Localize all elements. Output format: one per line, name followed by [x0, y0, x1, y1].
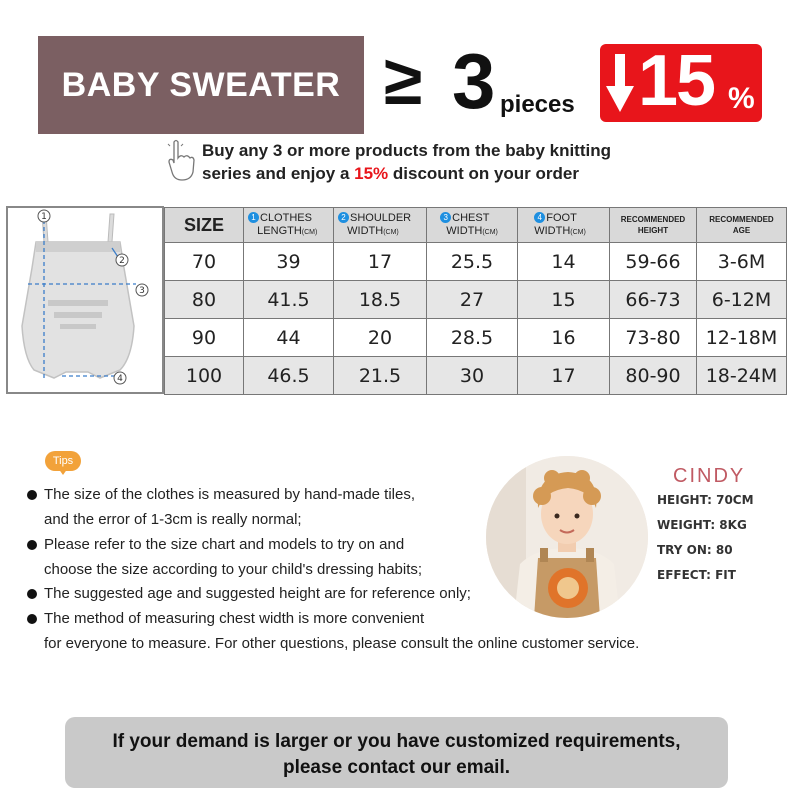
- col-header-chest-width: [427, 208, 518, 243]
- romper-sketch-icon: [8, 208, 162, 392]
- col-header-size: SIZE: [165, 208, 244, 243]
- header-text: CLOTHES: [260, 211, 312, 224]
- tip-text: for everyone to measure. For other questions, please consult the online customer service.: [44, 635, 640, 652]
- model-photo: [486, 456, 648, 618]
- size-chart-table: [164, 207, 787, 395]
- table-row: [165, 243, 787, 281]
- table-row: [165, 357, 787, 395]
- header-text: RECOMMENDED: [709, 215, 774, 224]
- cell-age: 6-12M: [697, 281, 787, 319]
- col-header-recommended-height: [610, 208, 697, 243]
- cell-chest: 28.5: [427, 319, 518, 357]
- cell-height: 66-73: [610, 281, 697, 319]
- table-row: [165, 319, 787, 357]
- cell-height: 59-66: [610, 243, 697, 281]
- measurement-diagram: [6, 206, 164, 394]
- col-header-clothes-length: [244, 208, 334, 243]
- model-height: HEIGHT: 70CM: [657, 493, 754, 507]
- offer-text-line2: [202, 164, 579, 184]
- bullet-icon: [27, 614, 37, 624]
- header-text: SHOULDER: [350, 211, 412, 224]
- tip-text: The suggested age and suggested height are for reference only;: [44, 585, 471, 602]
- marker-4-icon: 4: [534, 212, 545, 223]
- tips-badge-tail: [58, 468, 68, 475]
- marker-2-icon: 2: [338, 212, 349, 223]
- cell-height: 73-80: [610, 319, 697, 357]
- marker-1-icon: 1: [248, 212, 259, 223]
- cell-foot: 14: [518, 243, 610, 281]
- cell-chest: 27: [427, 281, 518, 319]
- header-text: CHEST: [452, 211, 490, 224]
- bullet-icon: [27, 540, 37, 550]
- cell-size: 80: [165, 281, 244, 319]
- cell-length: 44: [244, 319, 334, 357]
- col-header-recommended-age: [697, 208, 787, 243]
- diagram-marker: 4: [117, 374, 123, 384]
- cell-foot: 15: [518, 281, 610, 319]
- header-text: LENGTH: [257, 224, 302, 237]
- pointing-hand-icon: [166, 138, 196, 182]
- diagram-marker: 3: [139, 286, 145, 296]
- offer-text-line1: Buy any 3 or more products from the baby knitting: [202, 141, 611, 160]
- cell-age: 3-6M: [697, 243, 787, 281]
- cell-chest: 25.5: [427, 243, 518, 281]
- offer-highlight: 15%: [354, 164, 389, 183]
- cell-size: 70: [165, 243, 244, 281]
- header-text: WIDTH: [347, 224, 384, 237]
- cell-height: 80-90: [610, 357, 697, 395]
- contact-text-line2: please contact our email.: [282, 757, 511, 778]
- model-name: CINDY: [673, 465, 746, 487]
- model-try-on: TRY ON: 80: [657, 543, 733, 557]
- tip-text: choose the size according to your child's dressing habits;: [44, 561, 423, 578]
- contact-text-line1: If your demand is larger or you have customized requirements,: [112, 731, 681, 752]
- cell-shoulder: 20: [334, 319, 427, 357]
- table-row: [165, 281, 787, 319]
- tip-text: The size of the clothes is measured by hand-made tiles,: [44, 486, 416, 503]
- header-text: WIDTH: [534, 224, 571, 237]
- tips-badge: Tips: [45, 451, 81, 471]
- tip-text: The method of measuring chest width is more convenient: [44, 610, 425, 627]
- table-header-row: [165, 208, 787, 243]
- cell-foot: 16: [518, 319, 610, 357]
- cell-shoulder: 18.5: [334, 281, 427, 319]
- header-text: RECOMMENDED: [620, 215, 686, 224]
- cell-shoulder: 17: [334, 243, 427, 281]
- diagram-marker: 1: [41, 212, 47, 222]
- header-text: FOOT: [546, 211, 577, 224]
- offer-text: discount on your order: [388, 164, 579, 183]
- header-text: WIDTH: [446, 224, 483, 237]
- offer-text: series and enjoy a: [202, 164, 355, 183]
- page-title: BABY SWEATER: [61, 65, 341, 104]
- diagram-marker: 2: [119, 256, 125, 266]
- title-banner: [38, 36, 364, 134]
- unit-label: (CM): [301, 228, 318, 236]
- unit-label: (CM): [570, 228, 586, 236]
- col-header-foot-width: [518, 208, 610, 243]
- tip-text: Please refer to the size chart and models to try on and: [44, 536, 405, 553]
- cell-foot: 17: [518, 357, 610, 395]
- min-quantity: 3: [452, 37, 496, 125]
- discount-percent: %: [728, 82, 755, 115]
- cell-length: 39: [244, 243, 334, 281]
- discount-value: 15: [638, 41, 715, 121]
- header-text: AGE: [732, 226, 751, 235]
- model-weight: WEIGHT: 8KG: [657, 518, 747, 532]
- header-text: HEIGHT: [637, 226, 669, 235]
- bullet-icon: [27, 589, 37, 599]
- cell-age: 18-24M: [697, 357, 787, 395]
- tip-text: and the error of 1-3cm is really normal;: [44, 511, 302, 528]
- col-header-shoulder-width: [334, 208, 427, 243]
- cell-chest: 30: [427, 357, 518, 395]
- cell-length: 41.5: [244, 281, 334, 319]
- model-effect: EFFECT: FIT: [657, 568, 736, 582]
- down-arrow-icon: [604, 48, 636, 118]
- pieces-label: pieces: [500, 91, 575, 118]
- cell-shoulder: 21.5: [334, 357, 427, 395]
- marker-3-icon: 3: [440, 212, 451, 223]
- cell-length: 46.5: [244, 357, 334, 395]
- cell-size: 100: [165, 357, 244, 395]
- unit-label: (CM): [383, 228, 399, 236]
- unit-label: (CM): [482, 228, 498, 236]
- cell-age: 12-18M: [697, 319, 787, 357]
- bullet-icon: [27, 490, 37, 500]
- greater-equal-symbol: ≥: [384, 41, 423, 119]
- cell-size: 90: [165, 319, 244, 357]
- child-model-image: [486, 456, 648, 618]
